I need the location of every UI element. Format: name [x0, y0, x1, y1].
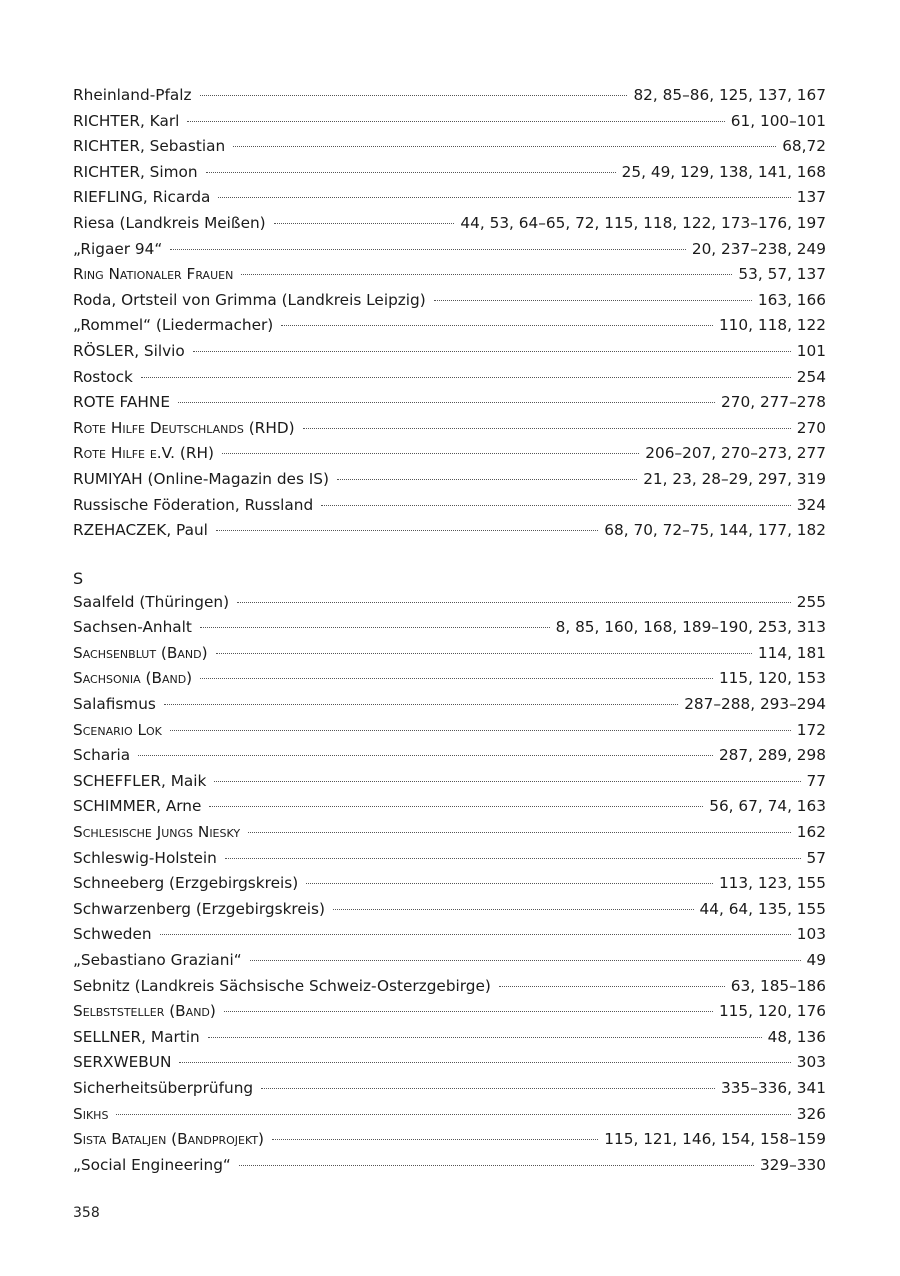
index-pages: 21, 23, 28–29, 297, 319 [643, 469, 826, 488]
index-entry [73, 1050, 826, 1076]
dot-leader [116, 1114, 790, 1115]
index-pages: 44, 64, 135, 155 [699, 899, 826, 918]
index-pages: 206–207, 270–273, 277 [645, 444, 826, 463]
index-term: Rheinland-Pfalz [73, 86, 192, 104]
dot-leader [193, 351, 791, 352]
index-entry [73, 1025, 826, 1051]
index-pages: 63, 185–186 [730, 976, 826, 995]
index-entry [73, 948, 826, 974]
index-entry [73, 390, 826, 416]
index-term: RUMIYAH (Online-Magazin des IS) [73, 469, 329, 488]
dot-leader [216, 653, 752, 654]
index-entry [73, 922, 826, 948]
index-entry [73, 871, 826, 897]
dot-leader [303, 428, 791, 429]
dot-leader [179, 1062, 790, 1063]
index-pages: 287–288, 293–294 [684, 695, 826, 714]
index-entry [73, 615, 826, 641]
dot-leader [208, 1037, 762, 1038]
index-term: Rote Hilfe Deutschlands (RHD) [73, 418, 295, 437]
index-entry [73, 1076, 826, 1102]
dot-leader [248, 832, 791, 833]
index-entries-s [73, 590, 826, 1179]
index-term: Ring Nationaler Frauen [73, 265, 234, 284]
index-pages: 270, 277–278 [721, 393, 826, 412]
index-pages: 172 [796, 720, 826, 739]
index-term: Russische Föderation, Russland [73, 495, 314, 514]
index-entry [73, 365, 826, 391]
index-entry [73, 160, 826, 186]
dot-leader [216, 530, 598, 531]
index-pages: 57 [806, 848, 826, 867]
index-entry [73, 769, 826, 795]
index-pages: 162 [796, 823, 826, 842]
index-term: Sachsen-Anhalt [73, 618, 192, 637]
index-page [73, 83, 826, 1178]
dot-leader [206, 172, 616, 173]
index-term: SCHEFFLER, Maik [73, 771, 207, 790]
index-entry [73, 846, 826, 872]
index-term: RICHTER, Sebastian [73, 137, 226, 156]
dot-leader [306, 883, 713, 884]
index-pages: 44, 53, 64–65, 72, 115, 118, 122, 173–176, 197 [460, 213, 826, 232]
index-entry [73, 211, 826, 237]
index-term: Sicherheitsüberprüfung [73, 1078, 254, 1097]
index-entry [73, 718, 826, 744]
index-entry [73, 1127, 826, 1153]
dot-leader [200, 627, 550, 628]
index-term: RICHTER, Karl [73, 111, 180, 130]
index-pages: 82, 85–86, 125, 137, 167 [633, 86, 826, 104]
index-pages: 68,72 [782, 137, 826, 156]
dot-leader [239, 1165, 754, 1166]
index-term: Rostock [73, 367, 133, 386]
index-pages: 48, 136 [767, 1027, 826, 1046]
index-term: RIEFLING, Ricarda [73, 188, 211, 207]
index-pages: 113, 123, 155 [718, 874, 826, 893]
index-term: Roda, Ortsteil von Grimma (Landkreis Leipzig) [73, 290, 426, 309]
index-term: RÖSLER, Silvio [73, 341, 185, 360]
index-term: Schneeberg (Erzgebirgskreis) [73, 874, 299, 893]
index-term: Scharia [73, 746, 131, 765]
index-entry [73, 999, 826, 1025]
index-entry [73, 743, 826, 769]
dot-leader [187, 121, 724, 122]
index-entry [73, 794, 826, 820]
index-term: Schweden [73, 925, 152, 944]
index-pages: 115, 120, 153 [718, 669, 826, 688]
index-term: Rote Hilfe e.V. (RH) [73, 444, 214, 463]
index-entry [73, 416, 826, 442]
dot-leader [333, 909, 694, 910]
index-entry [73, 897, 826, 923]
index-term: SCHIMMER, Arne [73, 797, 202, 816]
index-entry [73, 109, 826, 135]
index-pages: 56, 67, 74, 163 [709, 797, 826, 816]
dot-leader [337, 479, 637, 480]
dot-leader [272, 1139, 598, 1140]
index-pages: 49 [806, 951, 826, 969]
index-entry [73, 441, 826, 467]
index-pages: 25, 49, 129, 138, 141, 168 [621, 162, 826, 181]
index-entry [73, 313, 826, 339]
index-pages: 254 [796, 367, 826, 386]
index-entry [73, 493, 826, 519]
index-pages: 303 [796, 1053, 826, 1072]
index-entry [73, 820, 826, 846]
index-entry [73, 185, 826, 211]
dot-leader [141, 377, 791, 378]
dot-leader [241, 274, 732, 275]
index-term: „Rigaer 94“ [73, 239, 163, 258]
index-pages: 53, 57, 137 [738, 265, 826, 284]
index-pages: 61, 100–101 [730, 111, 826, 130]
index-entry [73, 641, 826, 667]
dot-leader [233, 146, 776, 147]
index-term: RICHTER, Simon [73, 162, 198, 181]
index-pages: 8, 85, 160, 168, 189–190, 253, 313 [555, 618, 826, 637]
index-entry [73, 692, 826, 718]
index-pages: 77 [806, 771, 826, 790]
index-term: SERXWEBUN [73, 1053, 172, 1072]
index-pages: 255 [796, 592, 826, 611]
dot-leader [261, 1088, 715, 1089]
index-term: Sikhs [73, 1104, 109, 1123]
index-section-s [73, 568, 826, 1179]
index-pages: 68, 70, 72–75, 144, 177, 182 [604, 521, 826, 540]
index-term: Sista Bataljen (Bandprojekt) [73, 1130, 265, 1149]
dot-leader [274, 223, 455, 224]
index-term: „Sebastiano Graziani“ [73, 951, 242, 969]
dot-leader [170, 249, 686, 250]
index-term: Salafismus [73, 695, 156, 714]
index-entry [73, 1153, 826, 1179]
dot-leader [250, 960, 801, 961]
page-number: 358 [73, 1205, 100, 1221]
index-term: Selbststeller (Band) [73, 1002, 216, 1021]
index-pages: 324 [796, 495, 826, 514]
index-entry [73, 518, 826, 544]
dot-leader [222, 453, 639, 454]
index-term: Scenario Lok [73, 720, 162, 739]
dot-leader [321, 505, 791, 506]
index-pages: 110, 118, 122 [718, 316, 826, 335]
dot-leader [170, 730, 791, 731]
index-pages: 137 [796, 188, 826, 207]
index-term: Riesa (Landkreis Meißen) [73, 213, 266, 232]
index-entry [73, 288, 826, 314]
index-pages: 115, 121, 146, 154, 158–159 [604, 1130, 826, 1149]
index-entry [73, 83, 826, 109]
index-term: „Rommel“ (Liedermacher) [73, 316, 274, 335]
index-entry [73, 974, 826, 1000]
index-term: Schlesische Jungs Niesky [73, 823, 241, 842]
index-entry [73, 666, 826, 692]
section-letter: S [73, 568, 84, 588]
dot-leader [499, 986, 725, 987]
index-entry [73, 339, 826, 365]
dot-leader [138, 755, 713, 756]
dot-leader [225, 858, 801, 859]
dot-leader [237, 602, 791, 603]
dot-leader [218, 197, 790, 198]
index-term: Saalfeld (Thüringen) [73, 592, 230, 611]
index-term: Sachsonia (Band) [73, 669, 193, 688]
dot-leader [214, 781, 800, 782]
dot-leader [200, 678, 713, 679]
dot-leader [434, 300, 752, 301]
index-entry [73, 134, 826, 160]
index-entry [73, 467, 826, 493]
index-pages: 103 [796, 925, 826, 944]
dot-leader [224, 1011, 713, 1012]
index-pages: 101 [796, 341, 826, 360]
index-pages: 114, 181 [757, 643, 826, 662]
index-entry [73, 237, 826, 263]
dot-leader [281, 325, 713, 326]
index-term: RZEHACZEK, Paul [73, 521, 208, 540]
index-pages: 163, 166 [757, 290, 826, 309]
index-term: Sebnitz (Landkreis Sächsische Schweiz-Osterzgebirge) [73, 976, 491, 995]
index-entry [73, 262, 826, 288]
index-section-r [73, 83, 826, 544]
dot-leader [164, 704, 678, 705]
index-pages: 115, 120, 176 [718, 1002, 826, 1021]
index-pages: 270 [796, 418, 826, 437]
index-term: „Social Engineering“ [73, 1155, 231, 1174]
index-pages: 326 [796, 1104, 826, 1123]
index-term: Schleswig-Holstein [73, 848, 217, 867]
index-term: SELLNER, Martin [73, 1027, 200, 1046]
dot-leader [178, 402, 715, 403]
index-pages: 20, 237–238, 249 [691, 239, 826, 258]
index-entries-r [73, 83, 826, 544]
dot-leader [209, 806, 703, 807]
index-entry [73, 1102, 826, 1128]
index-pages: 335–336, 341 [721, 1078, 826, 1097]
index-pages: 287, 289, 298 [718, 746, 826, 765]
index-term: Schwarzenberg (Erzgebirgskreis) [73, 899, 325, 918]
dot-leader [160, 934, 791, 935]
index-term: Sachsenblut (Band) [73, 643, 208, 662]
index-pages: 329–330 [759, 1155, 826, 1174]
index-entry [73, 590, 826, 616]
dot-leader [200, 95, 628, 96]
index-term: ROTE FAHNE [73, 393, 171, 412]
